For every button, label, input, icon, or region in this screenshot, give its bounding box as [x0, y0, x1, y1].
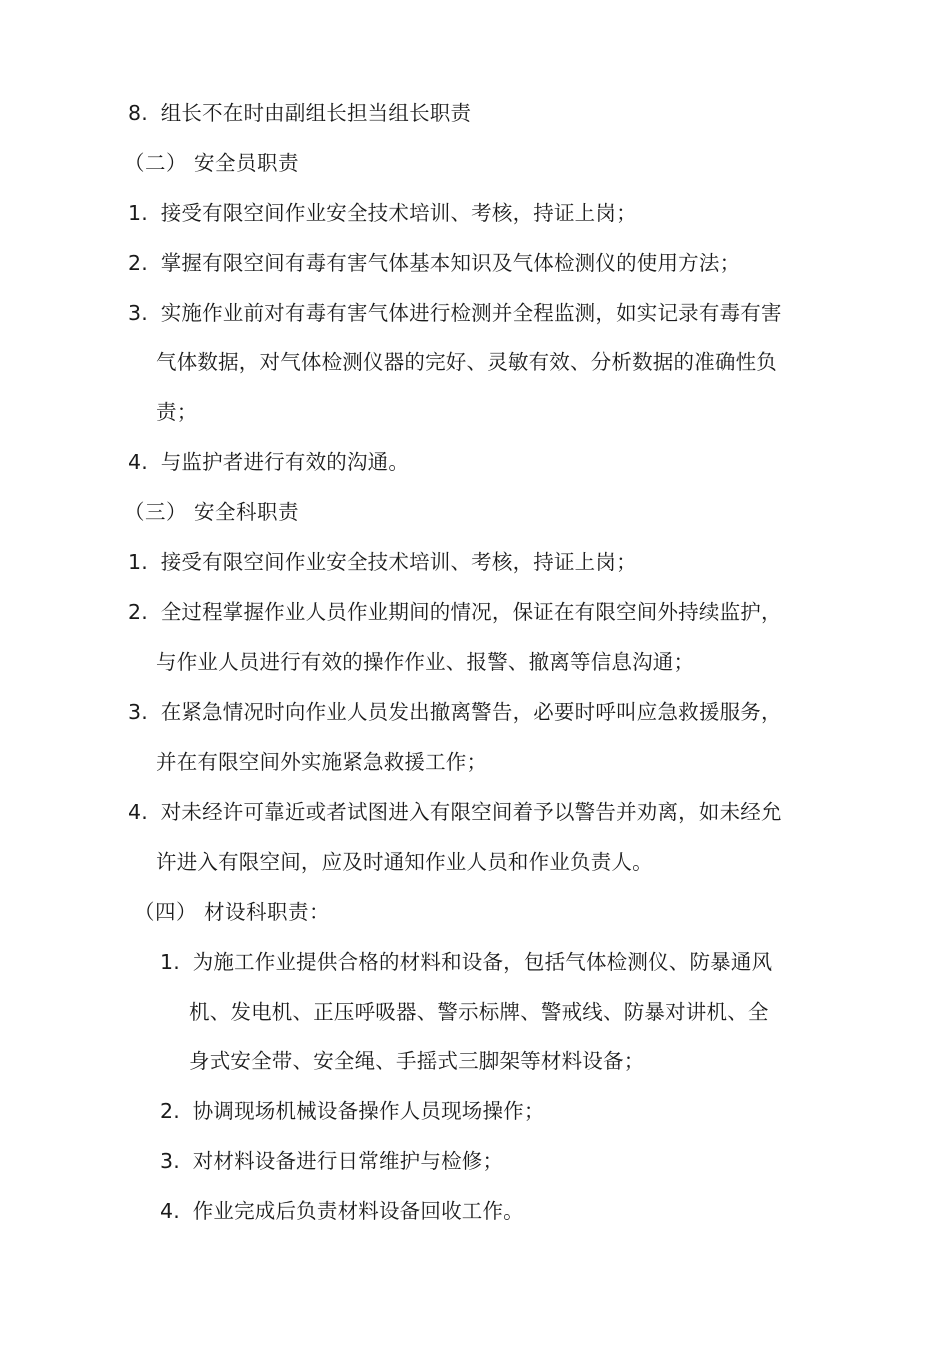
list-number: 8.: [128, 101, 148, 125]
list-item: [128, 798, 782, 826]
list-text: 在紧急情况时向作业人员发出撤离警告，必要时呼叫应急救援服务，: [160, 700, 782, 724]
list-text: 对材料设备进行日常维护与检修；: [192, 1149, 504, 1173]
list-text: 与监护者进行有效的沟通。: [160, 450, 410, 474]
list-text: 实施作业前对有毒有害气体进行检测并全程监测，如实记录有毒有害: [160, 301, 782, 325]
list-text: 组长不在时由副组长担当组长职责: [160, 101, 472, 125]
list-text-continuation: 许进入有限空间，应及时通知作业人员和作业负责人。: [156, 850, 653, 874]
list-item: [128, 598, 782, 626]
list-text-continuation: 责；: [156, 400, 198, 424]
section-heading: （三） 安全科职责: [124, 500, 300, 524]
list-item: [128, 448, 409, 476]
list-item: [128, 299, 782, 327]
list-number: 2.: [160, 1099, 180, 1123]
list-text-continuation: 与作业人员进行有效的操作作业、报警、撤离等信息沟通；: [156, 650, 695, 674]
list-text: 为施工作业提供合格的材料和设备，包括气体检测仪、防暴通风: [192, 950, 773, 974]
list-item: [160, 1197, 524, 1225]
list-number: 4.: [160, 1199, 180, 1223]
list-item: [128, 199, 637, 227]
list-text: 全过程掌握作业人员作业期间的情况，保证在有限空间外持续监护，: [160, 600, 782, 624]
list-item: [160, 948, 772, 976]
list-item: [160, 1147, 503, 1175]
list-text: 接受有限空间作业安全技术培训、考核，持证上岗；: [160, 550, 637, 574]
list-number: 2.: [128, 600, 148, 624]
list-text: 作业完成后负责材料设备回收工作。: [192, 1199, 524, 1223]
list-item: [160, 1097, 545, 1125]
list-text-continuation: 并在有限空间外实施紧急救援工作；: [156, 750, 488, 774]
list-item: [128, 698, 782, 726]
section-heading: （四） 材设科职责：: [134, 900, 331, 924]
list-text: 接受有限空间作业安全技术培训、考核，持证上岗；: [160, 201, 637, 225]
list-number: 4.: [128, 450, 148, 474]
list-text: 协调现场机械设备操作人员现场操作；: [192, 1099, 545, 1123]
list-text-continuation: 气体数据，对气体检测仪器的完好、灵敏有效、分析数据的准确性负: [156, 350, 777, 374]
list-number: 1.: [128, 201, 148, 225]
list-text-continuation: 机、发电机、正压呼吸器、警示标牌、警戒线、防暴对讲机、全: [189, 1000, 769, 1024]
list-item: [128, 548, 637, 576]
list-number: 4.: [128, 800, 148, 824]
list-number: 3.: [128, 700, 148, 724]
list-text-continuation: 身式安全带、安全绳、手摇式三脚架等材料设备；: [189, 1049, 645, 1073]
section-heading: （二） 安全员职责: [124, 151, 300, 175]
list-number: 3.: [128, 301, 148, 325]
list-number: 1.: [128, 550, 148, 574]
list-number: 1.: [160, 950, 180, 974]
list-item: [128, 99, 471, 127]
list-text: 掌握有限空间有毒有害气体基本知识及气体检测仪的使用方法；: [160, 251, 741, 275]
list-item: [128, 249, 740, 277]
list-number: 3.: [160, 1149, 180, 1173]
list-text: 对未经许可靠近或者试图进入有限空间着予以警告并劝离，如未经允: [160, 800, 782, 824]
list-number: 2.: [128, 251, 148, 275]
